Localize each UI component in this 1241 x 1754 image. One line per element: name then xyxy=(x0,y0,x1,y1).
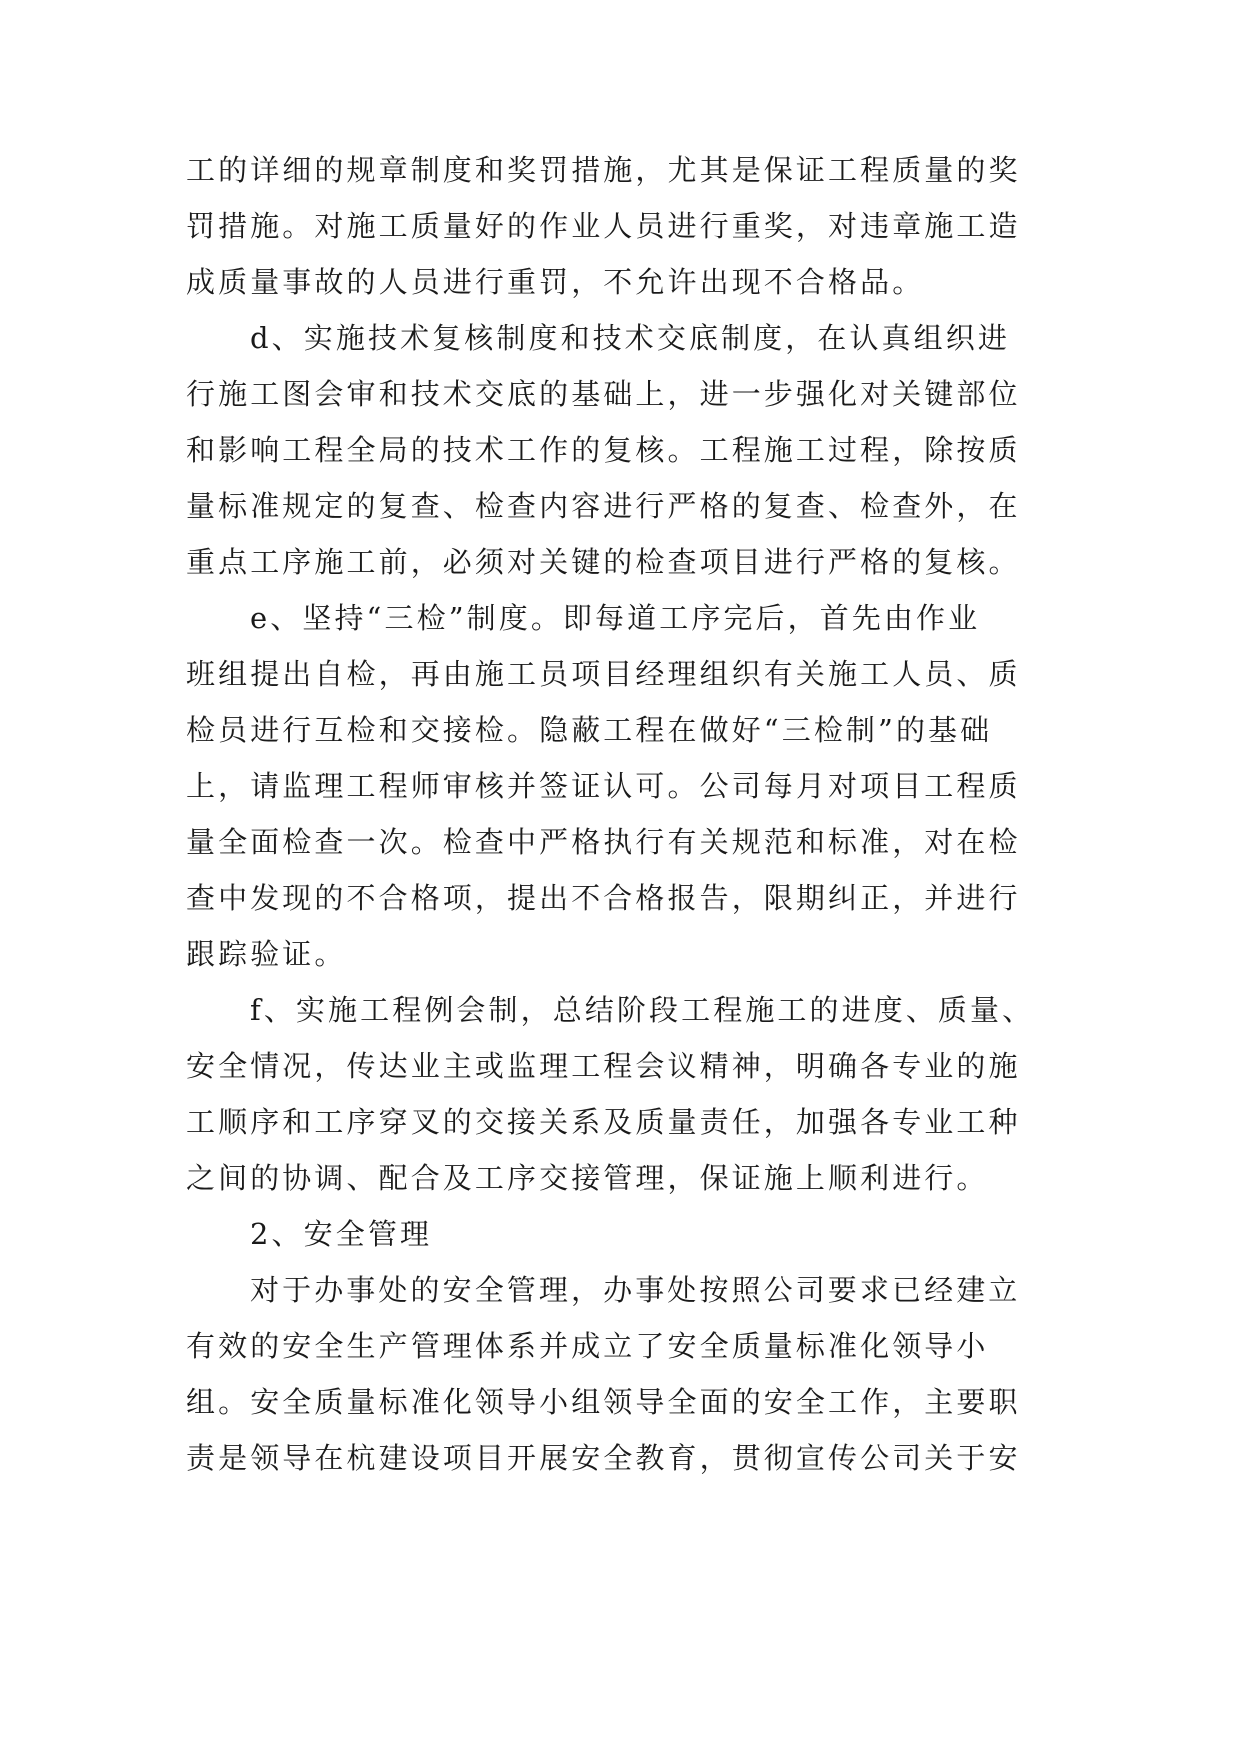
paragraph-start-line: d、实施技术复核制度和技术交底制度，在认真组织进 xyxy=(250,321,1010,355)
text-line: 量全面检查一次。检查中严格执行有关规范和标准，对在检 xyxy=(186,825,1021,859)
paragraph-start-line: e、坚持“三检”制度。即每道工序完后，首先由作业 xyxy=(250,601,981,635)
text-line: 安全情况，传达业主或监理工程会议精神，明确各专业的施 xyxy=(186,1049,1021,1083)
text-line: 重点工序施工前，必须对关键的检查项目进行严格的复核。 xyxy=(186,545,1021,579)
text-line: 责是领导在杭建设项目开展安全教育，贯彻宣传公司关于安 xyxy=(186,1441,1021,1475)
text-line: 和影响工程全局的技术工作的复核。工程施工过程，除按质 xyxy=(186,433,1021,467)
text-line: 成质量事故的人员进行重罚，不允许出现不合格品。 xyxy=(186,265,925,299)
text-line: 之间的协调、配合及工序交接管理，保证施上顺利进行。 xyxy=(186,1161,989,1195)
text-line: 有效的安全生产管理体系并成立了安全质量标准化领导小 xyxy=(186,1329,989,1363)
paragraph-start-line: 对于办事处的安全管理，办事处按照公司要求已经建立 xyxy=(250,1273,1021,1307)
text-line: 量标准规定的复查、检查内容进行严格的复查、检查外，在 xyxy=(186,489,1021,523)
text-line: 工的详细的规章制度和奖罚措施，尤其是保证工程质量的奖 xyxy=(186,153,1021,187)
text-line: 检员进行互检和交接检。隐蔽工程在做好“三检制”的基础 xyxy=(186,713,993,747)
text-line: 工顺序和工序穿叉的交接关系及质量责任，加强各专业工种 xyxy=(186,1105,1021,1139)
section-heading: 2、安全管理 xyxy=(250,1217,433,1251)
text-line: 罚措施。对施工质量好的作业人员进行重奖，对违章施工造 xyxy=(186,209,1021,243)
text-line: 行施工图会审和技术交底的基础上，进一步强化对关键部位 xyxy=(186,377,1021,411)
text-line: 组。安全质量标准化领导小组领导全面的安全工作，主要职 xyxy=(186,1385,1021,1419)
text-line: 班组提出自检，再由施工员项目经理组织有关施工人员、质 xyxy=(186,657,1021,691)
text-line: 查中发现的不合格项，提出不合格报告，限期纠正，并进行 xyxy=(186,881,1021,915)
paragraph-start-line: f、实施工程例会制，总结阶段工程施工的进度、质量、 xyxy=(250,993,1035,1027)
text-line: 跟踪验证。 xyxy=(186,937,347,971)
text-line: 上，请监理工程师审核并签证认可。公司每月对项目工程质 xyxy=(186,769,1021,803)
